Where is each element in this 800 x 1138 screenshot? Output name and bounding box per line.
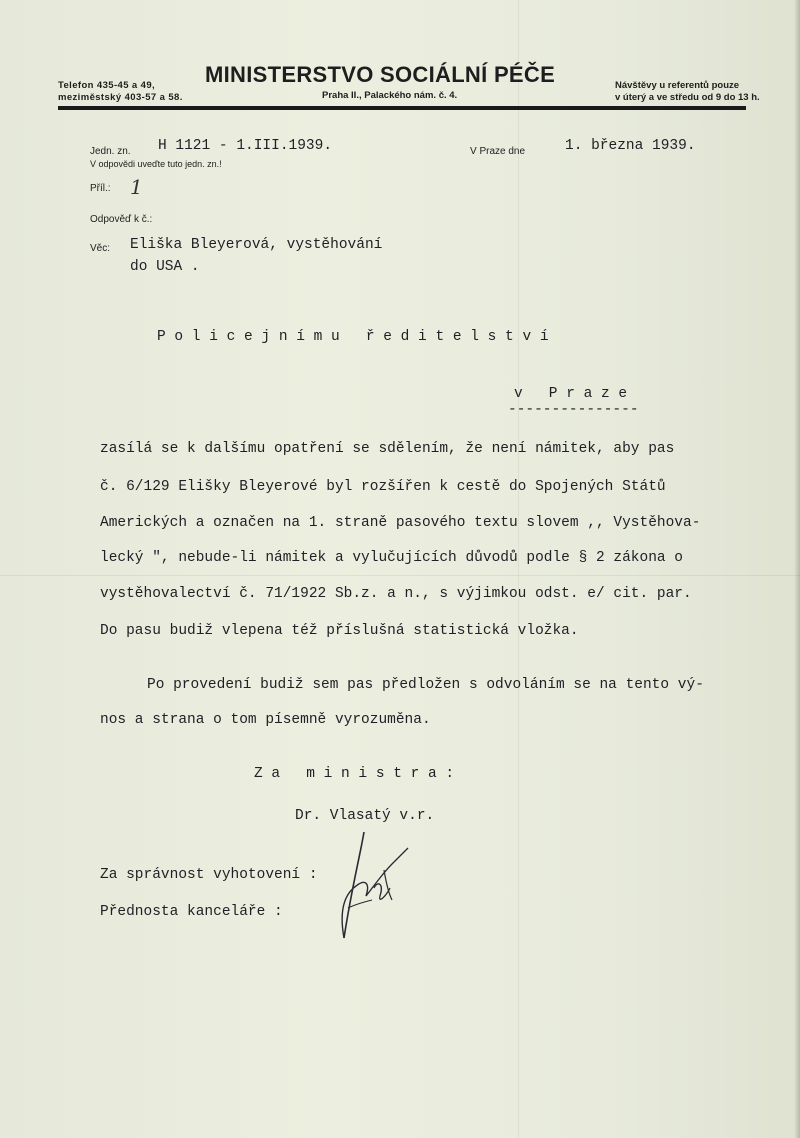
ministry-title: MINISTERSTVO SOCIÁLNÍ PÉČE	[205, 62, 556, 87]
ref-label: Jedn. zn.	[90, 146, 131, 157]
paper-fold-horizontal	[0, 575, 800, 576]
recipient-city-underline: ---------------	[508, 402, 639, 418]
visits-line-2: v úterý a ve středu od 9 do 13 h.	[615, 92, 760, 103]
subject-label: Věc:	[90, 243, 111, 254]
recipient: P o l i c e j n í m u ř e d i t e l s t v í	[157, 329, 549, 345]
body-line: č. 6/129 Elišky Bleyerové byl rozšířen k cestě do Spojených Států	[100, 479, 666, 495]
letterhead-rule	[58, 106, 746, 110]
subject-line-1: Eliška Bleyerová, vystěhování	[130, 237, 383, 253]
visits-line-1: Návštěvy u referentů pouze	[615, 80, 740, 91]
recipient-city: v P r a z e	[514, 386, 628, 402]
for-minister: Z a m i n i s t r a :	[254, 766, 455, 782]
reply-label: Odpověď k č.:	[90, 214, 153, 225]
certification-label: Za správnost vyhotovení :	[100, 867, 318, 883]
paper-edge-shadow	[794, 0, 800, 1138]
body-line: vystěhovalectví č. 71/1922 Sb.z. a n., s výjimkou odst. e/ cit. par.	[100, 586, 692, 602]
body-line: zasílá se k dalšímu opatření se sdělením, že není námitek, aby pas	[100, 441, 675, 457]
subject-line-2: do USA .	[130, 259, 200, 275]
phone-line-1: Telefon 435-45 a 49,	[58, 80, 156, 91]
paper-fold-vertical	[518, 0, 519, 1138]
ref-note: V odpovědi uveďte tuto jedn. zn.!	[90, 159, 222, 169]
body-line: lecký ", nebude-li námitek a vylučujících důvodů podle § 2 zákona o	[100, 550, 683, 566]
body-line: Do pasu budiž vlepena též příslušná statistická vložka.	[100, 623, 579, 639]
ministry-address: Praha II., Palackého nám. č. 4.	[322, 90, 458, 101]
ref-value: H 1121 - 1.III.1939.	[158, 138, 333, 154]
body-line: nos a strana o tom písemně vyrozuměna.	[100, 712, 431, 728]
attachment-label: Příl.:	[90, 183, 111, 194]
body-line: Amerických a označen na 1. straně pasového textu slovem ,, Vystěhova-	[100, 515, 701, 531]
phone-line-2: meziměstský 403-57 a 58.	[58, 92, 183, 103]
attachment-value: 1	[130, 175, 143, 199]
body-line: Po provedení budiž sem pas předložen s odvoláním se na tento vý-	[147, 677, 704, 693]
letterhead-visiting-hours	[615, 80, 760, 104]
handwritten-signature	[330, 826, 410, 944]
letterhead-phone	[58, 80, 183, 104]
place-label: V Praze dne	[470, 146, 526, 157]
office-head-label: Přednosta kanceláře :	[100, 904, 283, 920]
date-value: 1. března 1939.	[565, 138, 696, 154]
signatory: Dr. Vlasatý v.r.	[295, 808, 435, 824]
